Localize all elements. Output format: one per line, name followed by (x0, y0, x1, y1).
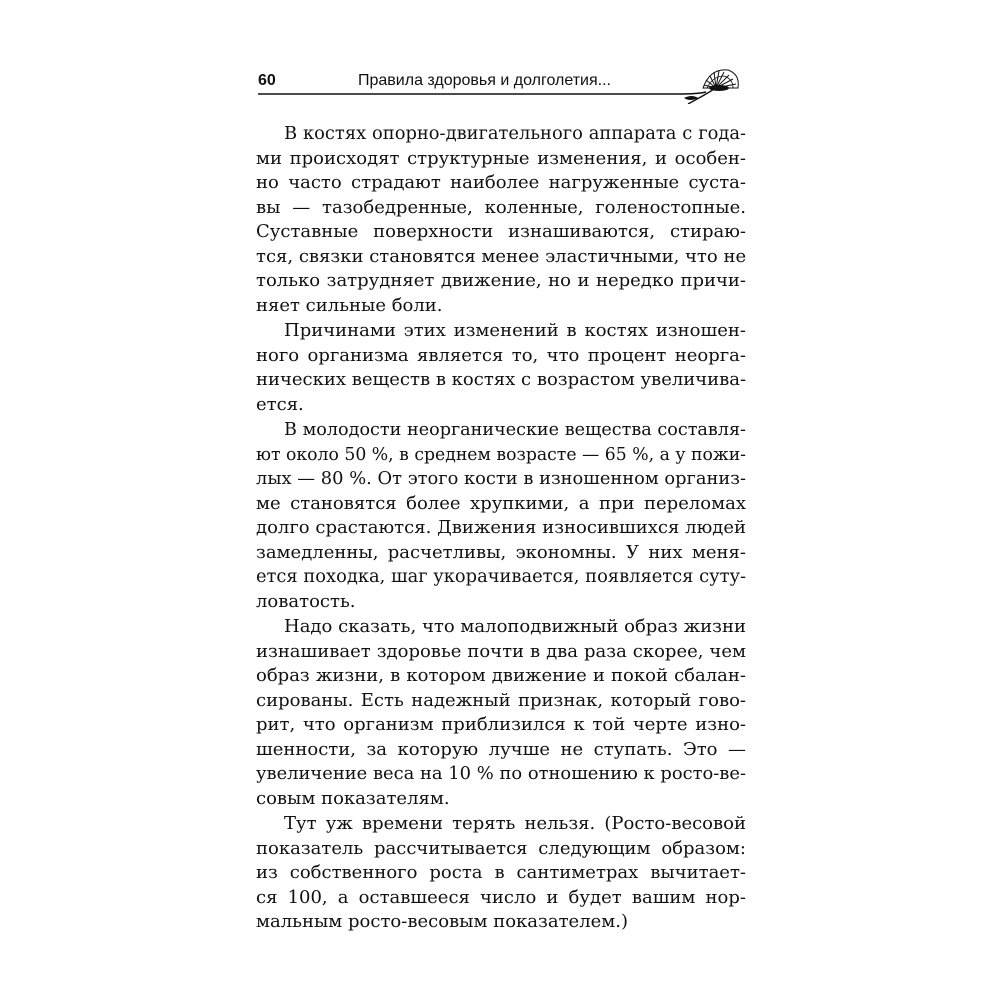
text-line: из собственного роста в сантиметрах вычитает- (256, 862, 746, 883)
text-line: Суставные поверхности изнашиваются, стираю- (256, 221, 746, 242)
text-line: образ жизни, в котором движение и покой сбалан- (256, 665, 746, 686)
text-line: только затрудняет движение, но и нередко причи- (256, 270, 746, 291)
text-line: вы — тазобедренные, коленные, голеностопные. (256, 196, 746, 218)
text-line: совым показателям. (256, 787, 450, 809)
text-line: замедленны, расчетливы, экономны. У них меня- (256, 541, 746, 563)
page-header (258, 62, 748, 104)
text-line: сированы. Есть надежный признак, который гово- (256, 689, 746, 711)
text-line: мальным росто-весовым показателем.) (256, 911, 629, 932)
text-line: ется походка, шаг укорачивается, появляется суту- (256, 566, 746, 587)
text-line: нических веществ в костях с возрастом увеличива- (256, 369, 747, 390)
text-line: Тут уж времени терять нельзя. (Росто-весовой (284, 813, 746, 834)
paragraph (256, 319, 746, 417)
text-line: долго срастаются. Движения износившихся людей (256, 517, 746, 538)
text-line: рит, что организм приблизился к той черте изно- (256, 714, 746, 735)
text-line: ловатость. (256, 590, 356, 612)
body-text (256, 122, 746, 935)
text-line: ют около 50 %, в среднем возрасте — 65 %, а у пожи- (256, 444, 746, 465)
text-line: ми происходят структурные изменения, и особен- (256, 147, 746, 169)
text-line: В молодости неорганические вещества составля- (284, 420, 746, 440)
text-line: ется. (256, 393, 304, 415)
text-line: показатель рассчитывается следующим образом: (256, 837, 746, 859)
text-line: шенности, за которую лучше не ступать. Это — (256, 738, 746, 760)
paragraph (256, 812, 746, 935)
text-line: Надо сказать, что малоподвижный образ жизни (284, 616, 746, 637)
text-line: ме становятся более хрупкими, а при переломах (256, 492, 746, 514)
paragraph (256, 122, 746, 318)
text-line: ного организма является то, что процент неорга- (256, 344, 746, 366)
text-line: В костях опорно-двигательного аппарата с года- (284, 123, 746, 144)
text-line: няет сильные боли. (256, 294, 443, 316)
text-line: тся, связки становятся менее эластичными, что не (256, 245, 747, 267)
paragraph (256, 418, 746, 614)
text-line: ся 100, а оставшееся число и будет вашим нор- (256, 886, 746, 908)
text-line: лых — 80 %. От этого кости в изношенном организ- (256, 468, 746, 489)
text-line: изнашивает здоровье почти в два раза скорее, чем (256, 640, 746, 662)
text-line: увеличение веса на 10 % по отношению к росто-ве- (256, 763, 746, 784)
paragraph (256, 615, 746, 811)
page-number: 60 (258, 72, 276, 89)
text-line: но часто страдают наиболее нагруженные суста- (256, 172, 746, 193)
running-title: Правила здоровья и долголетия... (358, 72, 611, 89)
text-line: Причинами этих изменений в костях изношен- (284, 320, 746, 341)
